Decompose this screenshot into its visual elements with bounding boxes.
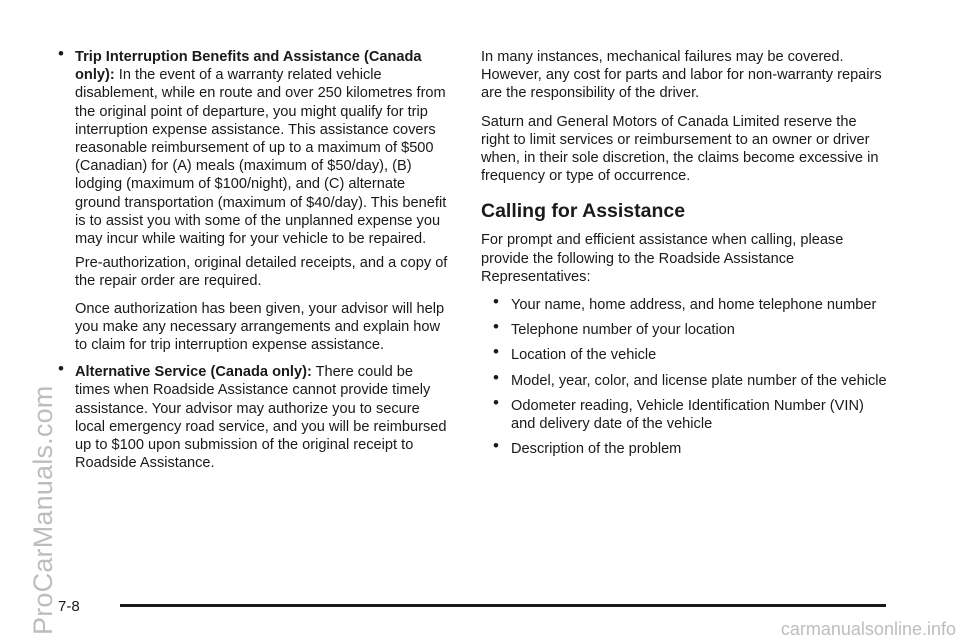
list-item-text: Model, year, color, and license plate number of the vehicle: [511, 372, 887, 389]
list-item: [481, 367, 889, 390]
bullet-dot-icon: •: [493, 342, 499, 362]
bullet-dot-icon: •: [493, 292, 499, 312]
list-item-text: Telephone number of your location: [511, 322, 735, 339]
list-item: [481, 392, 889, 433]
bullet-dot-icon: •: [493, 367, 499, 387]
page-number: 7-8: [58, 598, 80, 615]
list-item: [481, 436, 889, 458]
right-column: [481, 48, 889, 465]
section-heading: Calling for Assistance: [481, 200, 686, 223]
list-item: [481, 342, 889, 364]
bullet-alternative-service: [58, 359, 448, 472]
list-item-text: Odometer reading, Vehicle Identification Number (VIN) and delivery date of the vehicle: [511, 397, 864, 433]
list-item-text: Description of the problem: [511, 441, 682, 458]
footer-rule: [120, 604, 886, 607]
paragraph-reserve-right: Saturn and General Motors of Canada Limited reserve the right to limit services or reimbursement to an owner or driver when, in their sole discretion, the claims become excessive in frequency or type of occurrence.: [481, 113, 879, 185]
bullet-dot-icon: •: [493, 392, 499, 412]
bottom-watermark: carmanualsonline.info: [780, 619, 956, 639]
list-item-text: Your name, home address, and home telephone number: [511, 297, 877, 314]
bullet-trip-interruption: [58, 44, 448, 248]
bullet-dot-icon: •: [58, 359, 64, 379]
bullet-dot-icon: •: [58, 44, 64, 63]
list-item-text: Location of the vehicle: [511, 347, 657, 364]
paragraph-mechanical-failures: In many instances, mechanical failures may be covered. However, any cost for parts and labor for non-warranty repairs are the responsibility of the driver.: [481, 49, 882, 102]
list-item: [481, 292, 889, 314]
paragraph-preauthorization: Pre-authorization, original detailed receipts, and a copy of the repair order are required.: [75, 255, 448, 290]
left-column: [58, 44, 448, 478]
paragraph-prompt-assistance: For prompt and efficient assistance when calling, please provide the following to the Roadside Assistance Representatives:: [481, 232, 844, 285]
bullet-text: In the event of a warranty related vehicle disablement, while en route and over 250 kilometres from the original point of departure, you might qualify for trip interruption expense assistance. This assistance covers reasonable reimbursement of up to a maximum of $500 (Canadian) for (A) meals (maximum of $50/day), (B) lodging (maximum of $100/night), and (C) alternate ground transportation (maximum of $40/day). This benefit is to assist you with some of the unplanned expense you may incur while waiting for your vehicle to be repaired.: [75, 67, 447, 248]
bullet-dot-icon: •: [493, 436, 499, 456]
bullet-bold-lead: Trip Interruption Benefits and Assistance (Canada only):: [75, 49, 422, 84]
paragraph-once-authorized: Once authorization has been given, your advisor will help you make any necessary arrangements and explain how to claim for trip interruption expense assistance.: [75, 300, 445, 354]
bullet-dot-icon: •: [493, 317, 499, 337]
bullet-bold-lead: Alternative Service (Canada only):: [75, 364, 312, 381]
bullet-text: There could be times when Roadside Assistance cannot provide timely assistance. Your advisor may authorize you to secure local emergency road service, and you will be reimbursed up to $100 upon submission of the original receipt to Roadside Assistance.: [75, 364, 447, 472]
side-watermark: ProCarManuals.com: [28, 385, 58, 635]
list-item: [481, 317, 889, 339]
